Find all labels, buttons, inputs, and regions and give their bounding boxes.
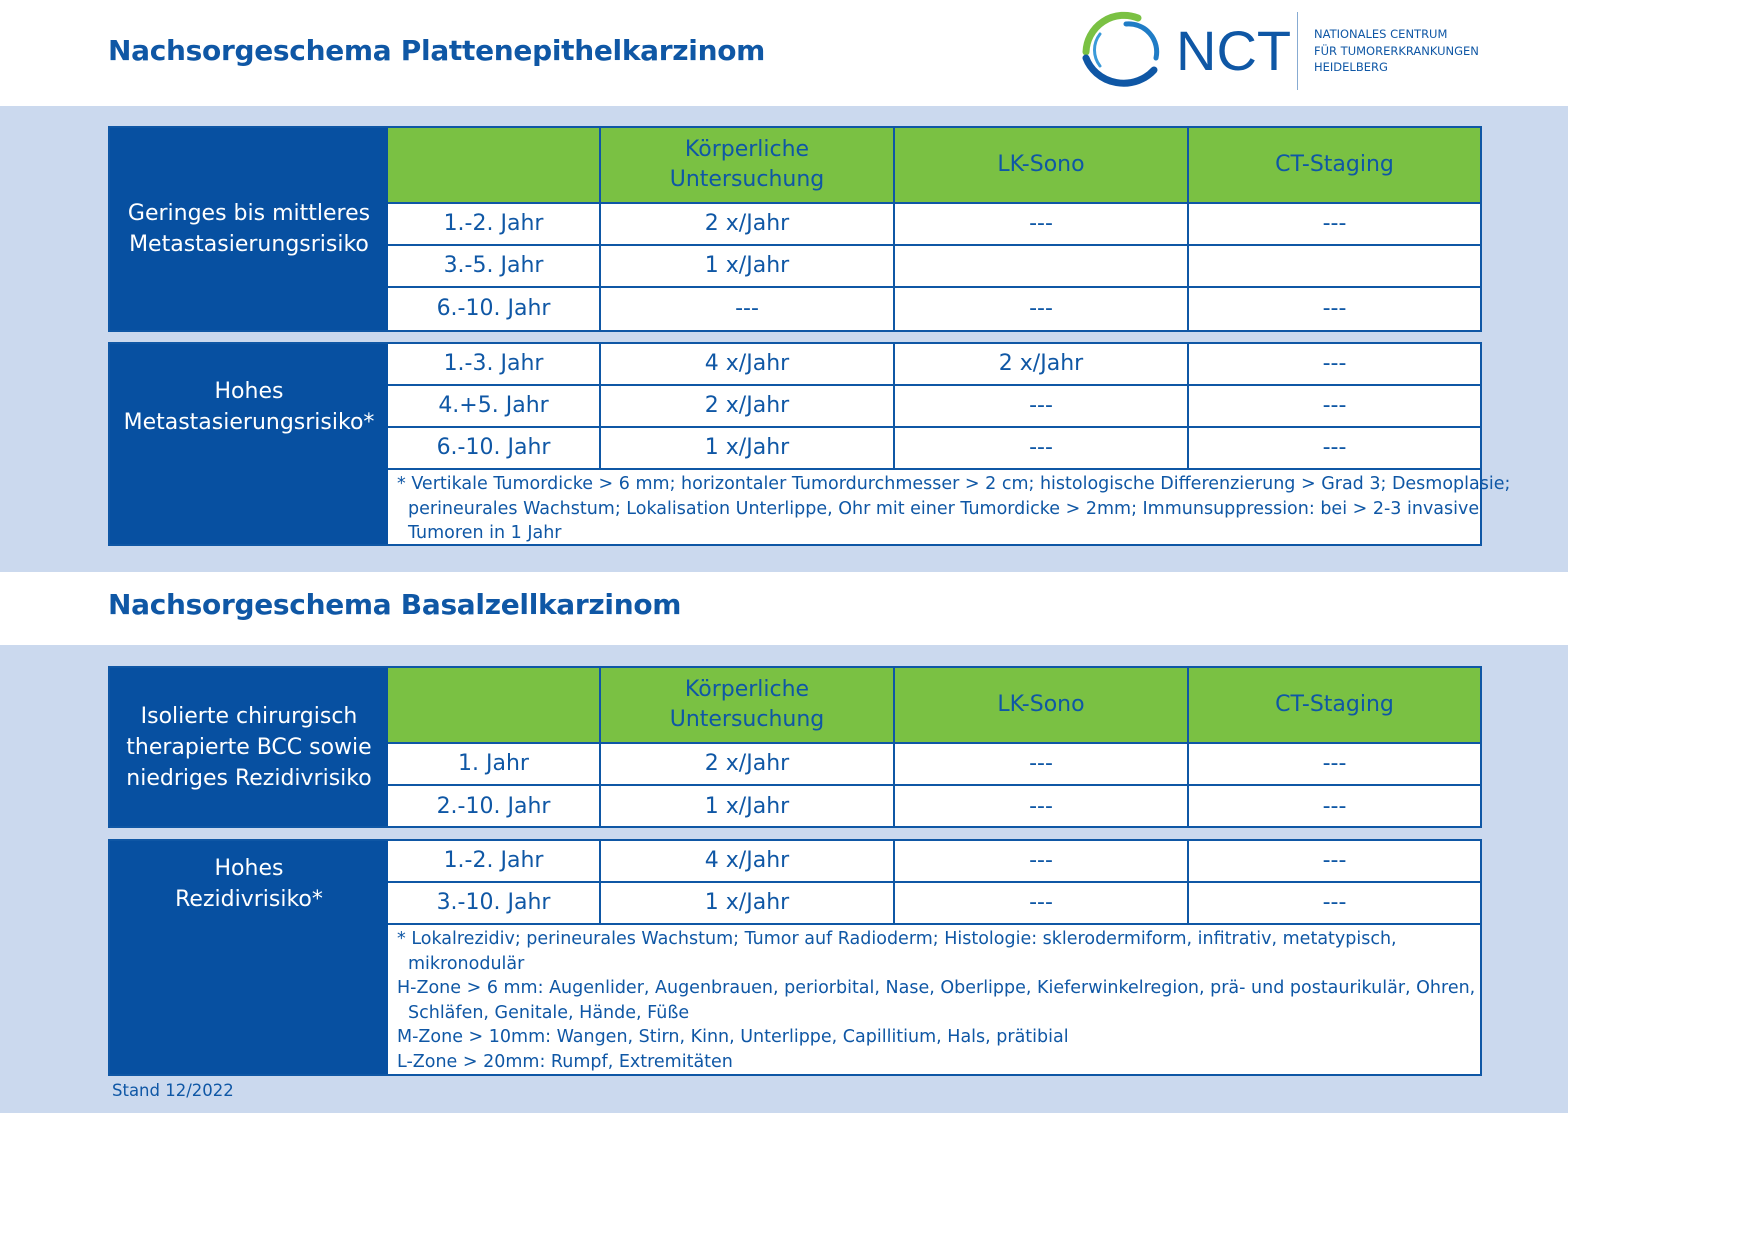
header-period — [388, 128, 599, 202]
table-row: 4.+5. Jahr 2 x/Jahr --- --- — [388, 386, 1480, 428]
bcc-footnote: * Lokalrezidiv; perineurales Wachstum; Tumor auf Radioderm; Histologie: sklerodermiform, infitrativ, metatypisch, mikronodulär H-Zone > 6 mm: Augenlider, Augenbrauen, periorbital, Nase, Oberlippe, Kieferwinkelregion, prä- und postaurikulär, Ohren, Schläfen, Genitale, Hände, Füße M-Zone > 10mm: Wangen, Stirn, Kinn, Unterlippe, Capillitium, Hals, prätibial L-Zone > 20mm: Rumpf, Extremitäten — [397, 929, 1476, 1072]
pek-high-risk-table — [108, 342, 1511, 546]
header-lk-sono: LK-Sono — [893, 668, 1187, 742]
pek-low-risk-table — [108, 126, 1482, 332]
table-row: 3.-5. Jahr 1 x/Jahr — [388, 246, 1480, 288]
table-row: 1. Jahr 2 x/Jahr --- --- — [388, 744, 1480, 786]
table-header-row — [388, 128, 1480, 204]
table-header-row — [388, 668, 1480, 744]
header-period — [388, 668, 599, 742]
svg-text:NCT: NCT — [1176, 19, 1292, 82]
header-ct-staging: CT-Staging — [1187, 668, 1480, 742]
bcc-low-risk-label: Isolierte chirurgisch therapierte BCC sowie niedriges Rezidivrisiko — [110, 668, 388, 826]
bcc-section-title: Nachsorgeschema Basalzellkarzinom — [108, 588, 682, 621]
table-row: 6.-10. Jahr --- --- --- — [388, 288, 1480, 330]
nct-logo-icon — [1078, 8, 1298, 94]
header-lk-sono: LK-Sono — [893, 128, 1187, 202]
nct-logo — [1078, 8, 1498, 94]
pek-high-risk-label: Hohes Metastasierungsrisiko* — [110, 344, 388, 544]
table-row: 2.-10. Jahr 1 x/Jahr --- --- — [388, 786, 1480, 828]
bcc-low-risk-table — [108, 666, 1482, 828]
pek-footnote: * Vertikale Tumordicke > 6 mm; horizontaler Tumordurchmesser > 2 cm; histologische Differenzierung > Grad 3; Desmoplasie; perineurales Wachstum; Lokalisation Unterlippe, Ohr mit einer Tumordicke > 2mm; Immunsuppression: bei > 2-3 invasive Tumoren in 1 Jahr — [397, 474, 1511, 543]
header-koerperliche-untersuchung: Körperliche Untersuchung — [599, 668, 893, 742]
footer-date: Stand 12/2022 — [112, 1081, 234, 1100]
bcc-high-risk-table — [108, 839, 1482, 1076]
table-row: 1.-3. Jahr 4 x/Jahr 2 x/Jahr --- — [388, 344, 1480, 386]
footnote-row — [388, 470, 1511, 546]
pek-low-risk-label: Geringes bis mittleres Metastasierungsrisiko — [110, 128, 388, 330]
table-row: 6.-10. Jahr 1 x/Jahr --- --- — [388, 428, 1480, 470]
logo-institution-text: NATIONALES CENTRUM FÜR TUMORERKRANKUNGEN HEIDELBERG — [1314, 27, 1479, 74]
page-title: Nachsorgeschema Plattenepithelkarzinom — [108, 34, 766, 67]
table-row: 1.-2. Jahr 2 x/Jahr --- --- — [388, 204, 1480, 246]
table-row: 1.-2. Jahr 4 x/Jahr --- --- — [388, 841, 1480, 883]
table-row: 3.-10. Jahr 1 x/Jahr --- --- — [388, 883, 1480, 925]
header-koerperliche-untersuchung: Körperliche Untersuchung — [599, 128, 893, 202]
footnote-row — [388, 925, 1480, 1074]
page-header — [0, 0, 1568, 106]
header-ct-staging: CT-Staging — [1187, 128, 1480, 202]
bcc-high-risk-label: Hohes Rezidivrisiko* — [110, 841, 388, 1074]
